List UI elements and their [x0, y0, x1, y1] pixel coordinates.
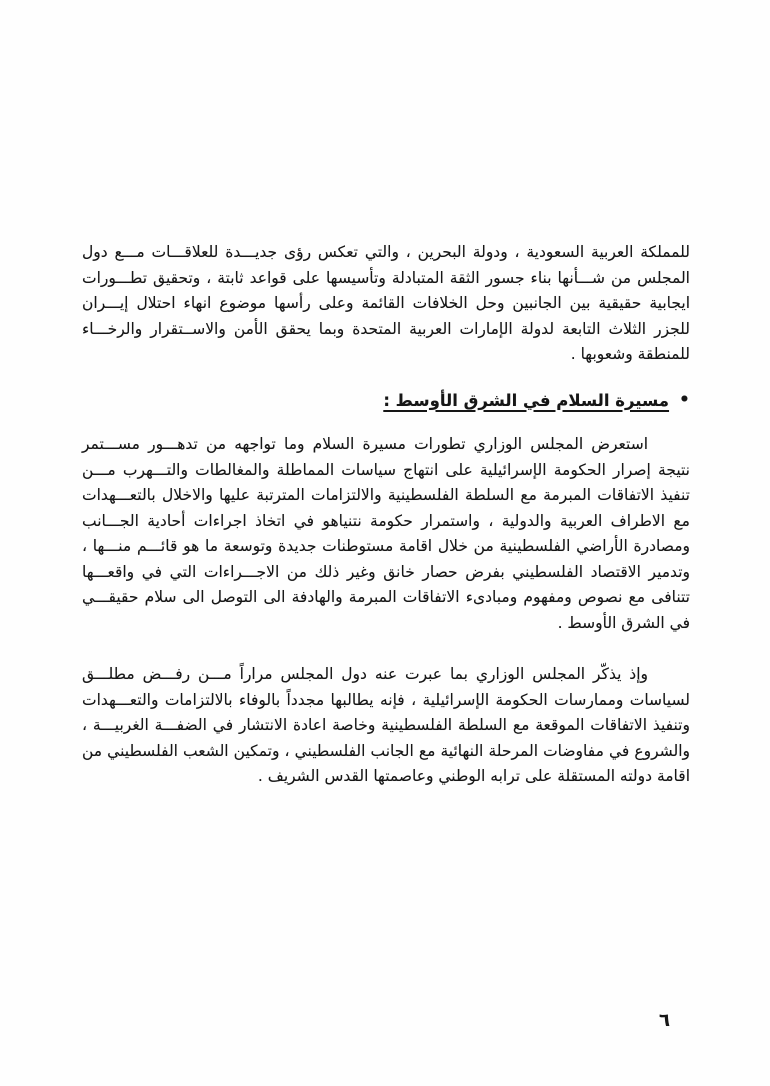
page-body-text — [82, 240, 690, 790]
bullet-icon: • — [679, 390, 690, 411]
section-heading-row — [82, 388, 690, 415]
paragraph-council-position: وإذ يذكّر المجلس الوزاري بما عبرت عنه دول المجلس مراراً مـــن رفـــض مطلـــق لسياسات وممارسات الحكومة الإسرائيلية ، فإنه يطالبها مجدداً بالوفاء بالالتزامات والتعـــهدات وتنفيذ الاتفاقات الموقعة مع السلطة الفلسطينية وخاصة اعادة الانتشار في الضفـــة الغربيـــة ، والشروع في مفاوضات المرحلة النهائية مع الجانب الفلسطيني ، وتمكين الشعب الفلسطيني من اقامة دولته المستقلة على ترابه الوطني وعاصمتها القدس الشريف . — [82, 665, 690, 785]
paragraph-relations-gcc: للمملكة العربية السعودية ، ودولة البحرين ، والتي تعكس رؤى جديـــدة للعلاقـــات مـــع دول المجلس من شـــأنها بناء جسور الثقة المتبادلة وتأسيسها على قواعد ثابتة ، وتحقيق تطـــورات ايجابية حقيقية بين الجانبين وحل الخلافات القائمة وعلى رأسها موضوع انهاء احتلال إيـــران للجزر الثلاث التابعة لدولة الإمارات العربية المتحدة وبما يحقق الأمن والاســتقرار والرخـــاء للمنطقة وشعوبها . — [82, 243, 690, 363]
page-number: ٦ — [659, 1010, 670, 1031]
section-heading-peace-process: مسيرة السلام في الشرق الأوسط : — [383, 390, 670, 410]
paragraph-peace-process-review: استعرض المجلس الوزاري تطورات مسيرة السلام وما تواجهه من تدهـــور مســـتمر نتيجة إصرار الحكومة الإسرائيلية على انتهاج سياسات المماطلة والمغالطات والتـــهرب مـــن تنفيذ الاتفاقات المبرمة مع السلطة الفلسطينية والالتزامات المترتبة عليها والاخلال بالتعـــهدات مع الاطراف العربية والدولية ، واستمرار حكومة نتنياهو في اتخاذ اجراءات أحادية الجـــانب ومصادرة الأراضي الفلسطينية من خلال اقامة مستوطنات جديدة وتوسعة ما هو قائـــم منـــها ، وتدمير الاقتصاد الفلسطيني بفرض حصار خانق وغير ذلك من الاجـــراءات التي في واقعـــها تتنافى مع نصوص ومفهوم ومبادىء الاتفاقات المبرمة والهادفة الى التوصل الى سلام حقيقـــي في الشرق الأوسط . — [82, 435, 690, 632]
